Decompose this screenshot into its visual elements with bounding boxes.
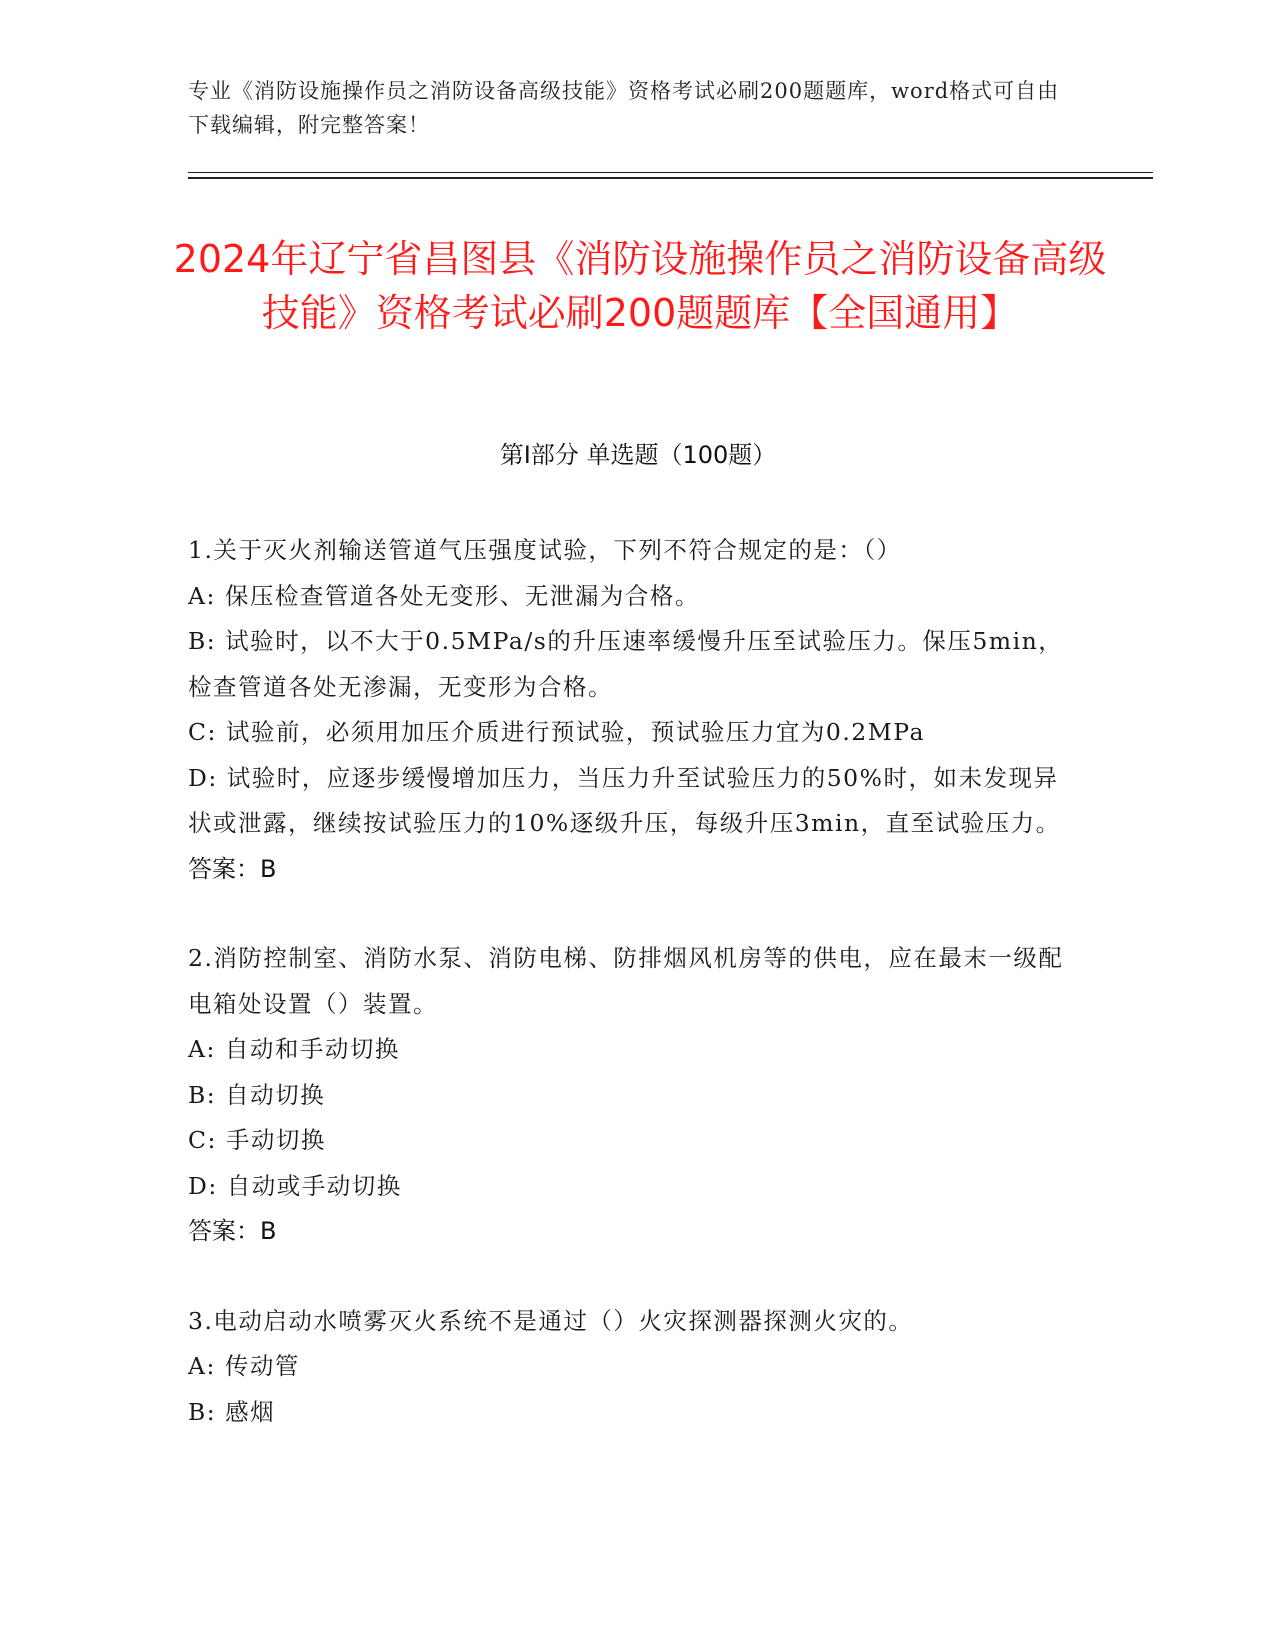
header-note: 专业《消防设施操作员之消防设备高级技能》资格考试必刷200题题库，word格式可自由下载编辑，附完整答案！ — [188, 79, 1060, 137]
option-b: B: 试验时，以不大于0.5MPa/s的升压速率缓慢升压至试验压力。保压5min，检查管道各处无渗漏，无变形为合格。 — [188, 627, 1064, 701]
option-d: D: 试验时，应逐步缓慢增加压力，当压力升至试验压力的50%时，如未发现异状或泄露，继续按试验压力的10%逐级升压，每级升压3min，直至试验压力。 — [188, 763, 1061, 837]
option-b: B: 感烟 — [188, 1397, 276, 1426]
question-list — [188, 528, 1068, 1479]
document-title: 2024年辽宁省昌图县《消防设施操作员之消防设备高级技能》资格考试必刷200题题库【全国通用】 — [173, 237, 1107, 335]
option-c: C: 手动切换 — [188, 1126, 326, 1154]
question-stem: 2.消防控制室、消防水泵、消防电梯、防排烟风机房等的供电，应在最末一级配电箱处设置（）装置。 — [188, 944, 1064, 1018]
option-a: A: 自动和手动切换 — [188, 1035, 400, 1063]
question-stem: 3.电动启动水喷雾灭火系统不是通过（）火灾探测器探测火灾的。 — [188, 1306, 914, 1335]
header-rule-thick — [188, 177, 1153, 179]
option-a: A: 传动管 — [188, 1352, 300, 1380]
question-1 — [188, 528, 1068, 892]
section-heading: 第Ⅰ部分 单选题（100题） — [499, 441, 777, 469]
option-d: D: 自动或手动切换 — [188, 1171, 402, 1200]
option-c: C: 试验前，必须用加压介质进行预试验，预试验压力宜为0.2MPa — [188, 718, 926, 746]
option-b: B: 自动切换 — [188, 1080, 326, 1109]
answer-line: 答案：B — [188, 1217, 277, 1245]
option-a: A: 保压检查管道各处无变形、无泄漏为合格。 — [188, 581, 700, 610]
question-stem: 1.关于灭火剂输送管道气压强度试验，下列不符合规定的是：（） — [188, 536, 902, 564]
answer-line: 答案：B — [188, 854, 277, 883]
question-2 — [188, 936, 1068, 1255]
header-rule-thin — [188, 172, 1153, 173]
question-3 — [188, 1299, 1068, 1436]
